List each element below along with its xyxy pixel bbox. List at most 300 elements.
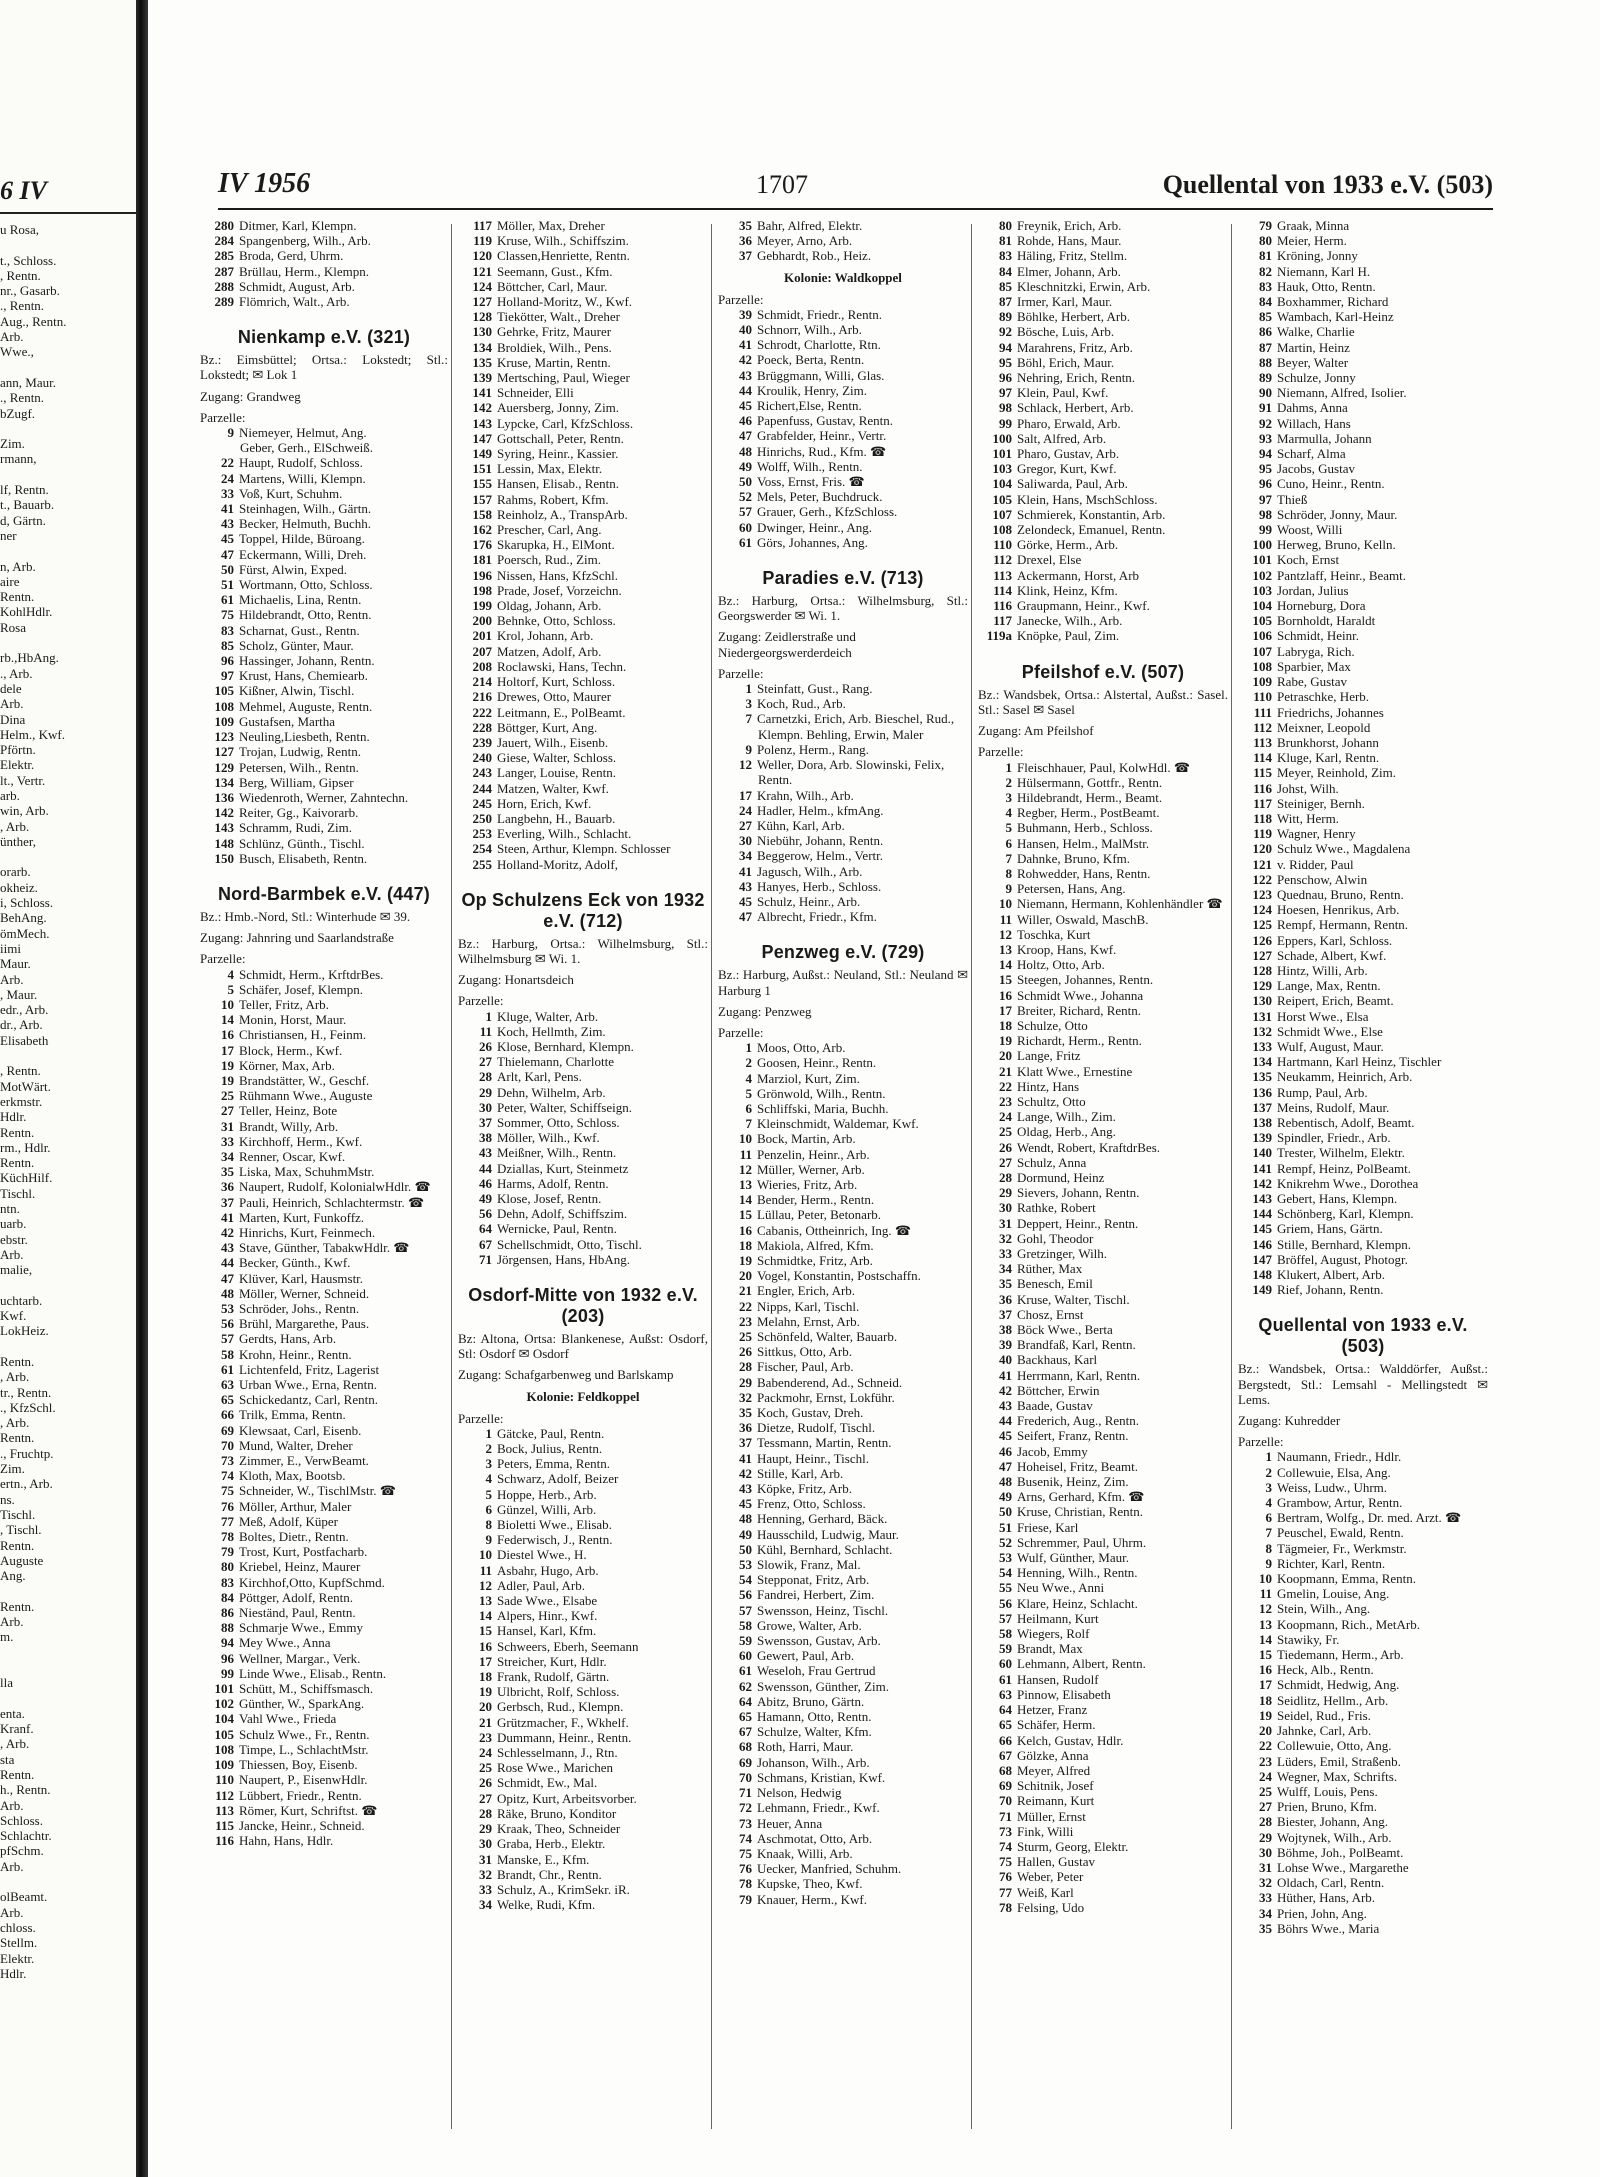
- tenant-name: Kruse, Martin, Rentn.: [497, 354, 611, 370]
- plot-entry: [978, 836, 1228, 851]
- plot-entry: [978, 218, 1228, 233]
- plot-number: 10: [739, 1131, 752, 1147]
- plot-number: 12: [739, 1161, 752, 1177]
- tenant-name: Schickedantz, Carl, Rentn.: [239, 1392, 378, 1408]
- left-page-line: Maur.: [0, 956, 31, 972]
- plot-entry: [978, 1489, 1228, 1504]
- plot-entry: [1238, 1115, 1488, 1130]
- plot-number: 9: [1265, 1555, 1272, 1571]
- plot-number: 135: [472, 354, 492, 370]
- plot-number: 92: [999, 324, 1012, 340]
- plot-number: 17: [739, 787, 752, 803]
- tenant-name: Meyer, Reinhold, Zim.: [1277, 765, 1396, 781]
- plot-entry: [1238, 1708, 1488, 1723]
- left-page-line: , Arb.: [0, 818, 30, 834]
- tenant-name: Weller, Dora, Arb. Slowinski, Felix, Rentn.: [757, 757, 945, 788]
- tenant-name: Kruse, Walter, Tischl.: [1017, 1291, 1130, 1307]
- plot-number: 117: [473, 218, 492, 233]
- plot-number: 61: [221, 1361, 234, 1377]
- tenant-name: Graba, Herb., Elektr.: [497, 1836, 606, 1852]
- plot-entry: [1238, 279, 1488, 294]
- plot-number: 97: [221, 668, 234, 684]
- plot-number: 71: [739, 1785, 752, 1801]
- left-page-line: ann, Maur.: [0, 374, 56, 390]
- left-page-line: win, Arb.: [0, 803, 49, 819]
- plot-entry: [200, 1347, 448, 1362]
- tenant-name: Schlack, Herbert, Arb.: [1017, 400, 1134, 416]
- plot-number: 56: [221, 1316, 234, 1332]
- plot-number: 39: [999, 1337, 1012, 1353]
- plot-entry: [458, 492, 708, 507]
- tenant-name: Fandrei, Herbert, Zim.: [757, 1587, 875, 1603]
- association-address: Bz.: Wandsbek, Ortsa.: Walddörfer, Außst.: Bergstedt, Stl.: Lemsahl - Mellingstedt ✉ Lems.: [1238, 1361, 1488, 1407]
- plot-number: 44: [479, 1160, 492, 1176]
- plot-number: 50: [221, 561, 234, 577]
- plot-number: 284: [214, 233, 234, 249]
- tenant-name: Aschmotat, Otto, Arb.: [757, 1830, 873, 1846]
- tenant-name: Reimann, Kurt: [1017, 1793, 1095, 1809]
- plot-entry: [978, 1170, 1228, 1185]
- plot-entry: [978, 1292, 1228, 1307]
- tenant-name: Seidel, Rud., Fris.: [1277, 1707, 1371, 1723]
- plot-number: 124: [1252, 902, 1272, 918]
- tenant-name: Günzel, Willi, Arb.: [497, 1501, 597, 1517]
- plot-number: 14: [1259, 1631, 1272, 1647]
- plot-number: 87: [999, 294, 1012, 310]
- tenant-name: Wolff, Wilh., Rentn.: [757, 458, 863, 474]
- plot-entry: [200, 1833, 448, 1848]
- plot-entry: [200, 264, 448, 279]
- tenant-name: Drewes, Otto, Maurer: [497, 689, 612, 705]
- tenant-name: Roth, Harri, Maur.: [757, 1739, 854, 1755]
- tenant-name: Gmelin, Louise, Ang.: [1277, 1586, 1390, 1602]
- plot-number: 99: [999, 415, 1012, 431]
- left-page-line: , Rentn.: [0, 267, 41, 283]
- plot-entry: [1238, 659, 1488, 674]
- tenant-name: Görke, Herm., Arb.: [1017, 537, 1119, 553]
- plot-number: 71: [999, 1808, 1012, 1824]
- plot-entry: [458, 1115, 708, 1130]
- plot-number: 100: [992, 430, 1012, 446]
- tenant-name: Welke, Rudi, Kfm.: [497, 1897, 596, 1913]
- plot-number: 33: [479, 1881, 492, 1897]
- plot-entry: [1238, 902, 1488, 917]
- left-page-line: u Rosa,: [0, 222, 39, 237]
- plot-entry: [718, 1831, 968, 1846]
- plot-number: 46: [739, 413, 752, 429]
- tenant-name: Scharf, Alma: [1277, 446, 1346, 462]
- plot-entry: [458, 1471, 708, 1486]
- plot-number: 54: [739, 1572, 752, 1588]
- plot-entry: [1238, 1100, 1488, 1115]
- plot-entry: [458, 598, 708, 613]
- tenant-name: Naumann, Friedr., Hdlr.: [1277, 1449, 1402, 1465]
- plot-entry: [1238, 826, 1488, 841]
- plot-entry: [458, 522, 708, 537]
- tenant-name: Flömrich, Walt., Arb.: [239, 294, 350, 310]
- left-page-line: Rentn.: [0, 1766, 35, 1782]
- plot-entry: [1238, 735, 1488, 750]
- tenant-name: Jagusch, Wilh., Arb.: [757, 863, 863, 879]
- plot-number: 56: [739, 1587, 752, 1603]
- tenant-name: Toschka, Kurt: [1017, 926, 1091, 942]
- section-subheading: Parzelle:: [458, 1410, 504, 1426]
- plot-number: 138: [1252, 1114, 1272, 1130]
- tenant-name: Böhme, Joh., PolBeamt.: [1277, 1844, 1404, 1860]
- section-subheading: Parzelle:: [200, 951, 246, 967]
- plot-number: 30: [999, 1200, 1012, 1216]
- plot-entry: [978, 988, 1228, 1003]
- plot-number: 124: [472, 278, 492, 294]
- plot-number: 243: [472, 765, 492, 781]
- plot-entry: [978, 1733, 1228, 1748]
- plot-entry: [978, 1398, 1228, 1413]
- tenant-name: Thielemann, Charlotte: [497, 1054, 614, 1070]
- plot-number: 42: [221, 1224, 234, 1240]
- plot-number: 91: [1259, 400, 1272, 416]
- left-page-line: Rentn.: [0, 1598, 35, 1614]
- plot-number: 28: [999, 1169, 1012, 1185]
- plot-entry: [978, 324, 1228, 339]
- plot-number: 130: [1252, 993, 1272, 1009]
- plot-entry: [200, 1225, 448, 1240]
- tenant-name: Oldag, Herb., Ang.: [1017, 1124, 1116, 1140]
- plot-number: 85: [1259, 309, 1272, 325]
- plot-number: 57: [739, 1602, 752, 1618]
- plot-number: 150: [214, 850, 234, 866]
- plot-number: 90: [1259, 385, 1272, 401]
- plot-entry: [1238, 1024, 1488, 1039]
- tenant-name: Matzen, Walter, Kwf.: [497, 780, 609, 796]
- tenant-name: Tägmeier, Fr., Werkmstr.: [1277, 1540, 1407, 1556]
- tenant-name: Schulz Wwe., Magdalena: [1277, 841, 1411, 857]
- tenant-name: Meixner, Leopold: [1277, 719, 1371, 735]
- plot-number: 37: [739, 248, 752, 264]
- tenant-name: Gustafsen, Martha: [239, 713, 336, 729]
- tenant-name: Schulz, A., KrimSekr. iR.: [497, 1881, 630, 1897]
- plot-number: 116: [993, 598, 1012, 614]
- tenant-name: Elmer, Johann, Arb.: [1017, 263, 1121, 279]
- left-page-line: Arb.: [0, 1246, 24, 1262]
- plot-number: 145: [1252, 1221, 1272, 1237]
- plot-entry: [458, 811, 708, 826]
- plot-entry: [458, 446, 708, 461]
- directory-columns: [200, 218, 1500, 2168]
- association-address: Bz.: Harburg, Ortsa.: Wilhelmsburg, Stl.: Georgswerder ✉ Wi. 1.: [718, 593, 968, 624]
- plot-entry: [978, 1383, 1228, 1398]
- tenant-name: Collewuie, Elsa, Ang.: [1277, 1464, 1391, 1480]
- plot-number: 44: [999, 1413, 1012, 1429]
- tenant-name: Neuling,Liesbeth, Rentn.: [239, 729, 370, 745]
- plot-entry: [458, 1578, 708, 1593]
- tenant-name: Holland-Moritz, W., Kwf.: [497, 294, 633, 310]
- plot-entry: [1238, 674, 1488, 689]
- tenant-name: Oldach, Carl, Rentn.: [1277, 1875, 1385, 1891]
- plot-entry: [200, 1757, 448, 1772]
- plot-number: 4: [745, 1070, 752, 1086]
- plot-entry: [978, 340, 1228, 355]
- plot-entry: [978, 1216, 1228, 1231]
- plot-entry: [718, 696, 968, 711]
- plot-number: 83: [221, 1574, 234, 1590]
- tenant-name: Gehrke, Fritz, Maurer: [497, 324, 612, 340]
- tenant-name: Babenderend, Ad., Schneid.: [757, 1374, 903, 1390]
- plot-number: 25: [1259, 1783, 1272, 1799]
- plot-entry: [200, 218, 448, 233]
- plot-number: 44: [739, 382, 752, 398]
- plot-number: 136: [1252, 1084, 1272, 1100]
- plot-number: 36: [739, 1420, 752, 1436]
- tenant-name: Schremmer, Paul, Uhrm.: [1017, 1534, 1147, 1550]
- tenant-name: Lehmann, Albert, Rentn.: [1017, 1656, 1146, 1672]
- tenant-name: Schönfeld, Walter, Bauarb.: [757, 1329, 898, 1344]
- plot-number: 69: [739, 1754, 752, 1770]
- book-gutter: [136, 0, 148, 2177]
- plot-entry: [200, 1514, 448, 1529]
- plot-number: 108: [214, 698, 234, 714]
- plot-entry: [978, 1626, 1228, 1641]
- tenant-name: Albrecht, Friedr., Kfm.: [757, 909, 877, 925]
- tenant-name: Schönberg, Karl, Klempn.: [1277, 1206, 1414, 1222]
- tenant-name: Kröning, Jonny: [1277, 248, 1358, 264]
- left-page-line: Schlachtr.: [0, 1828, 52, 1844]
- tenant-name: Sparbier, Max: [1277, 658, 1351, 674]
- plot-entry: [458, 476, 708, 491]
- tenant-name: Lichtenfeld, Fritz, Lagerist: [239, 1361, 380, 1377]
- tenant-name: Gölzke, Anna: [1017, 1747, 1089, 1763]
- left-page-line: Arb.: [0, 329, 24, 345]
- plot-number: 9: [485, 1532, 492, 1548]
- plot-number: 141: [472, 385, 492, 401]
- plot-entry: [1238, 355, 1488, 370]
- plot-number: 109: [214, 1757, 234, 1773]
- plot-entry: [458, 537, 708, 552]
- plot-number: 144: [1252, 1206, 1272, 1222]
- plot-number: 86: [221, 1605, 234, 1621]
- plot-number: 64: [999, 1702, 1012, 1718]
- plot-number: 214: [472, 674, 492, 690]
- plot-number: 80: [999, 218, 1012, 233]
- plot-entry: [1238, 416, 1488, 431]
- plot-entry: [458, 659, 708, 674]
- tenant-name: Matzen, Adolf, Arb.: [497, 643, 602, 659]
- left-page-line: uchtarb.: [0, 1292, 43, 1308]
- plot-number: 42: [739, 352, 752, 368]
- tenant-name: Broldiek, Wilh., Pens.: [497, 339, 612, 355]
- plot-number: 5: [745, 1085, 752, 1101]
- tenant-name: Naupert, P., EisenwHdlr.: [239, 1772, 368, 1788]
- plot-entry: [458, 1593, 708, 1608]
- plot-entry: [978, 1109, 1228, 1124]
- left-page-line: ner: [0, 527, 17, 543]
- tenant-name: Asbahr, Hugo, Arb.: [497, 1562, 599, 1578]
- plot-entry: [978, 1276, 1228, 1291]
- plot-entry: [718, 1861, 968, 1876]
- plot-entry: [200, 668, 448, 683]
- plot-number: 14: [221, 1012, 234, 1028]
- plot-entry: [200, 744, 448, 759]
- plot-entry: [718, 1207, 968, 1222]
- plot-entry: [458, 385, 708, 400]
- tenant-name: Marahrens, Fritz, Arb.: [1017, 339, 1133, 355]
- left-page-line: malie,: [0, 1262, 33, 1278]
- tenant-name: Martens, Willi, Klempn.: [239, 470, 366, 486]
- tenant-name: Schweers, Eberh, Seemann: [497, 1638, 639, 1654]
- association-address: Bz.: Wandsbek, Ortsa.: Alstertal, Außst.: Sasel. Stl.: Sasel ✉ Sasel: [978, 686, 1228, 717]
- plot-number: 16: [999, 987, 1012, 1003]
- plot-number: 35: [221, 1164, 234, 1180]
- tenant-name: Kruse, Wilh., Schiffszim.: [497, 233, 629, 249]
- plot-entry: [978, 1824, 1228, 1839]
- tenant-name: Bioletti Wwe., Elisab.: [497, 1517, 612, 1533]
- plot-entry: [978, 264, 1228, 279]
- left-page-line: Rentn.: [0, 589, 35, 605]
- plot-entry: [1238, 1799, 1488, 1814]
- plot-number: 31: [479, 1851, 492, 1867]
- plot-number: 50: [739, 1541, 752, 1557]
- tenant-name: Rohde, Hans, Maur.: [1017, 233, 1122, 249]
- plot-number: 30: [739, 833, 752, 849]
- plot-number: 109: [214, 713, 234, 729]
- plot-entry: [200, 683, 448, 698]
- tenant-name: Becker, Günth., Kwf.: [239, 1255, 351, 1271]
- tenant-name: Pinnow, Elisabeth: [1017, 1686, 1111, 1702]
- tenant-name: Schlünz, Günth., Tischl.: [239, 835, 365, 851]
- plot-number: 47: [221, 1270, 234, 1286]
- plot-entry: [200, 1073, 448, 1088]
- tenant-name: Jörgensen, Hans, HbAng.: [497, 1251, 630, 1267]
- plot-entry: [458, 461, 708, 476]
- tenant-name: Trost, Kurt, Postfacharb.: [239, 1544, 368, 1560]
- tenant-name: Herweg, Bruno, Kelln.: [1277, 537, 1396, 553]
- plot-number: 76: [999, 1869, 1012, 1885]
- left-page-line: lt., Vertr.: [0, 772, 46, 788]
- left-page-line: enta.: [0, 1705, 25, 1721]
- plot-number: 71: [479, 1251, 492, 1267]
- tenant-name: Kühn, Karl, Arb.: [757, 817, 845, 833]
- plot-number: 8: [1265, 1540, 1272, 1556]
- plot-number: 142: [1252, 1175, 1272, 1191]
- plot-number: 43: [479, 1145, 492, 1161]
- plot-number: 49: [479, 1190, 492, 1206]
- plot-number: 94: [221, 1635, 234, 1651]
- tenant-name: Kleinschmidt, Waldemar, Kwf.: [757, 1116, 919, 1132]
- plot-number: 24: [221, 470, 234, 486]
- plot-number: 32: [479, 1866, 492, 1882]
- tenant-name: Johst, Wilh.: [1277, 780, 1339, 796]
- tenant-name: Wortmann, Otto, Schloss.: [239, 577, 373, 593]
- plot-entry: [458, 1502, 708, 1517]
- plot-number: 47: [221, 546, 234, 562]
- left-page-line: Wwe.,: [0, 344, 34, 360]
- plot-entry: [978, 805, 1228, 820]
- plot-number: 142: [472, 400, 492, 416]
- plot-entry: [978, 1018, 1228, 1033]
- tenant-name: Grönwold, Wilh., Rentn.: [757, 1085, 886, 1101]
- plot-number: 41: [221, 1209, 234, 1225]
- tenant-name: Nieständ, Paul, Rentn.: [239, 1605, 356, 1621]
- plot-number: 216: [472, 689, 492, 705]
- plot-entry: [978, 552, 1228, 567]
- plot-entry: [718, 848, 968, 863]
- plot-entry: [200, 699, 448, 714]
- plot-entry: [458, 355, 708, 370]
- tenant-name: Hildebrandt, Otto, Rentn.: [239, 607, 372, 623]
- plot-number: 250: [472, 810, 492, 826]
- plot-number: 149: [1252, 1282, 1272, 1298]
- plot-entry: [1238, 917, 1488, 932]
- plot-number: 5: [227, 981, 234, 997]
- tenant-name: Lange, Max, Rentn.: [1277, 978, 1381, 994]
- plot-entry: [1238, 1769, 1488, 1784]
- plot-entry: [718, 1375, 968, 1390]
- association-title: Nord-Barmbek e.V. (447): [217, 883, 430, 904]
- tenant-name: Schulze, Walter, Kfm.: [757, 1724, 872, 1740]
- plot-number: 87: [1259, 339, 1272, 355]
- plot-number: 10: [221, 996, 234, 1012]
- plot-number: 31: [221, 1118, 234, 1134]
- plot-number: 139: [472, 370, 492, 386]
- plot-number: 11: [479, 1562, 492, 1578]
- plot-entry: [718, 474, 968, 489]
- left-page-line: Kwf.: [0, 1308, 27, 1324]
- plot-number: 24: [1259, 1768, 1272, 1784]
- tenant-name: Weseloh, Frau Gertrud: [757, 1663, 876, 1679]
- directory-column: [200, 218, 448, 1848]
- tenant-name: Koopmann, Emma, Rentn.: [1277, 1571, 1417, 1587]
- tenant-name: Holland-Moritz, Adolf,: [497, 856, 618, 872]
- plot-entry: [200, 501, 448, 516]
- plot-entry: [978, 1352, 1228, 1367]
- plot-entry: [458, 1852, 708, 1867]
- tenant-name: Richter, Karl, Rentn.: [1277, 1555, 1386, 1571]
- tenant-name: Schmidt Wwe., Johanna: [1017, 987, 1144, 1003]
- plot-entry: [978, 309, 1228, 324]
- plot-number: 46: [479, 1175, 492, 1191]
- tenant-name: Mund, Walter, Dreher: [239, 1437, 353, 1453]
- plot-entry: [200, 1559, 448, 1574]
- plot-entry: [1238, 1510, 1488, 1525]
- tenant-name: Niebühr, Johann, Rentn.: [757, 833, 884, 849]
- plot-number: 66: [999, 1732, 1012, 1748]
- plot-number: 9: [1005, 881, 1012, 897]
- plot-entry: [458, 1054, 708, 1069]
- plot-entry: [458, 1775, 708, 1790]
- plot-entry: [978, 628, 1228, 643]
- plot-entry: [978, 1124, 1228, 1139]
- plot-number: 64: [479, 1221, 492, 1237]
- plot-entry: [200, 577, 448, 592]
- plot-entry-continuation: Geber, Gerh., ElSchweiß.: [240, 440, 374, 456]
- plot-number: 88: [221, 1620, 234, 1636]
- tenant-name: Frank, Rudolf, Gärtn.: [497, 1669, 610, 1685]
- plot-entry: [978, 1778, 1228, 1793]
- plot-entry: [1238, 689, 1488, 704]
- plot-number: 116: [1253, 780, 1272, 796]
- tenant-name: Lüllau, Peter, Betonarb.: [757, 1207, 882, 1223]
- plot-entry: [718, 459, 968, 474]
- tenant-name: Prade, Josef, Vorzeichn.: [497, 582, 622, 598]
- section-subheading: Zugang: Kuhredder: [1238, 1413, 1341, 1429]
- tenant-name: Irmer, Karl, Maur.: [1017, 294, 1113, 310]
- plot-number: 61: [999, 1671, 1012, 1687]
- plot-entry: [718, 1876, 968, 1891]
- tenant-name: Hansen, Rudolf: [1017, 1671, 1099, 1687]
- plot-number: 147: [1252, 1251, 1272, 1267]
- plot-number: 27: [739, 817, 752, 833]
- plot-entry: [458, 1745, 708, 1760]
- plot-number: 59: [999, 1641, 1012, 1657]
